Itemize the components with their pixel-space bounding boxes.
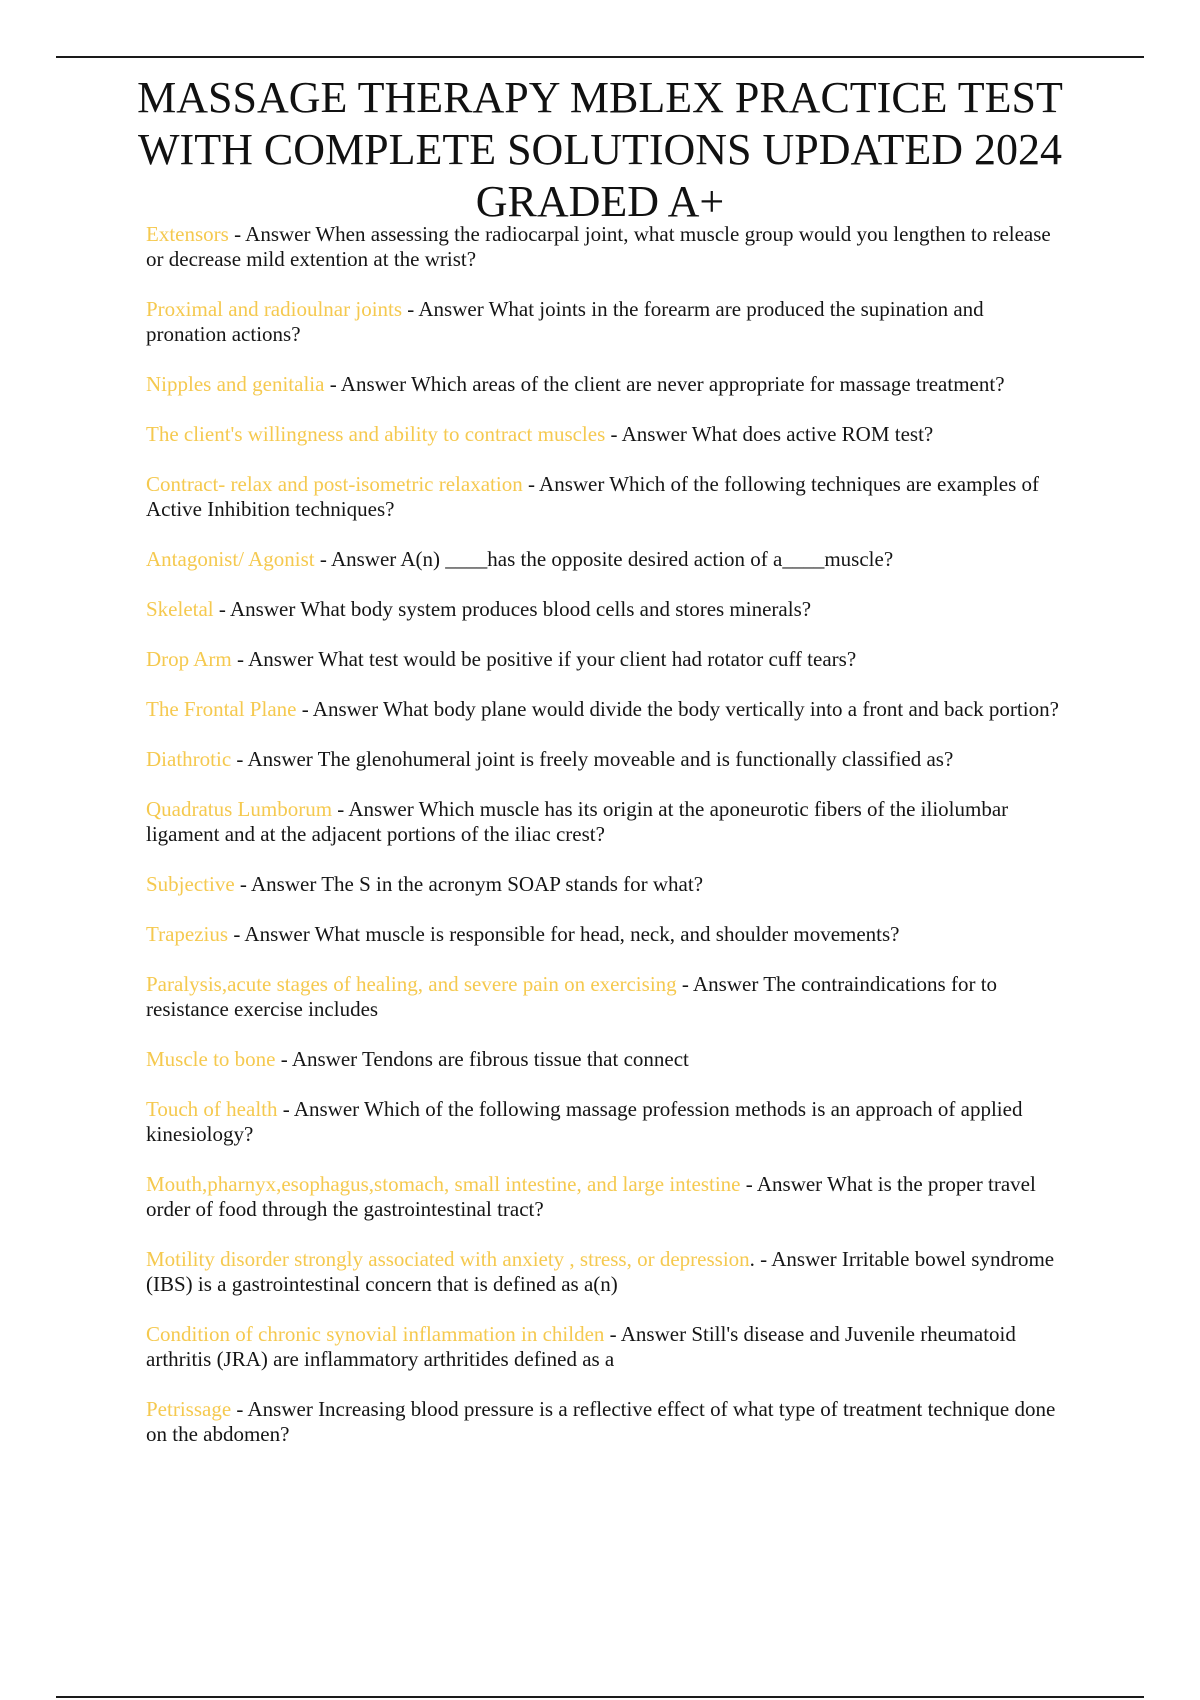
qa-item [146,872,1066,897]
qa-item [146,547,1066,572]
answer-text: Nipples and genitalia [146,372,325,396]
qa-item [146,222,1066,272]
question-text: What joints in the forearm are produced the supination and pronation actions? [146,297,984,346]
answer-separator: - Answer [324,372,411,396]
answer-text: Paralysis,acute stages of healing, and severe pain on exercising [146,972,677,996]
qa-item [146,372,1066,397]
answer-separator: - Answer [213,597,301,621]
qa-item [146,972,1066,1022]
question-text: Which of the following techniques are examples of Active Inhibition techniques? [146,472,1040,521]
question-text: What body plane would divide the body vertically into a front and back portion? [383,697,1059,721]
qa-item [146,1322,1066,1372]
qa-item [146,1047,1066,1072]
answer-text: Trapezius [146,922,229,946]
question-text: The glenohumeral joint is freely moveable and is functionally classified as? [317,747,954,771]
qa-item [146,747,1066,772]
question-text: Still's disease and Juvenile rheumatoid arthritis (JRA) are inflammatory arthritides defined as a [146,1322,1016,1371]
answer-text: Motility disorder strongly associated with anxiety , stress, or depression [146,1247,750,1271]
question-text: Which areas of the client are never appropriate for massage treatment? [410,372,1005,396]
answer-separator: - Answer [231,747,318,771]
answer-separator: - Answer [740,1172,828,1196]
answer-separator: - Answer [296,697,383,721]
answer-separator: - Answer [234,872,322,896]
qa-item [146,1247,1066,1297]
qa-item [146,422,1066,447]
question-text: What is the proper travel order of food through the gastrointestinal tract? [146,1172,1036,1221]
question-text: What does active ROM test? [691,422,934,446]
qa-item [146,922,1066,947]
qa-item [146,297,1066,347]
qa-item [146,797,1066,847]
answer-text: Contract- relax and post-isometric relaxation [146,472,523,496]
answer-text: Antagonist/ Agonist [146,547,315,571]
answer-text: Mouth,pharnyx,esophagus,stomach, small intestine, and large intestine [146,1172,741,1196]
question-text: What muscle is responsible for head, neck, and shoulder movements? [314,922,900,946]
question-text: Which of the following massage profession methods is an approach of applied kinesiology? [146,1097,1023,1146]
question-text: The contraindications for to resistance exercise includes [146,972,998,1021]
answer-separator: - Answer [228,222,316,246]
answer-separator: - Answer [231,647,319,671]
answer-separator: - Answer [676,972,764,996]
qa-item [146,1097,1066,1147]
answer-separator: - Answer [332,797,419,821]
page-title: MASSAGE THERAPY MBLEX PRACTICE TEST WITH COMPLETE SOLUTIONS UPDATED 2024 GRADED A+ [137,73,1063,226]
qa-item [146,697,1066,722]
answer-text: The client's willingness and ability to contract muscles [146,422,606,446]
qa-item [146,1172,1066,1222]
answer-text: Extensors [146,222,229,246]
answer-text: Quadratus Lumborum [146,797,333,821]
question-text: Irritable bowel syndrome (IBS) is a gastrointestinal concern that is defined as a(n) [146,1247,1055,1296]
question-text: A(n) ____has the opposite desired action of a____muscle? [400,547,894,571]
answer-text: The Frontal Plane [146,697,297,721]
answer-text: Proximal and radioulnar joints [146,297,403,321]
answer-separator: - Answer [605,422,692,446]
question-text: Which muscle has its origin at the aponeurotic fibers of the iliolumbar ligament and at the adjacent portions of the iliac crest? [146,797,1009,846]
bottom-rule [56,1696,1144,1698]
answer-separator: - Answer [228,922,315,946]
qa-item [146,647,1066,672]
answer-separator: - Answer [314,547,401,571]
answer-text: Skeletal [146,597,214,621]
qa-item [146,472,1066,522]
question-text: When assessing the radiocarpal joint, what muscle group would you lengthen to release or decrease mild extention at the wrist? [146,222,1051,271]
question-text: What test would be positive if your client had rotator cuff tears? [318,647,857,671]
answer-separator: - Answer [402,297,489,321]
answer-separator: - Answer [604,1322,692,1346]
answer-text: Subjective [146,872,235,896]
question-text: Tendons are fibrous tissue that connect [362,1047,689,1071]
question-text: What body system produces blood cells and stores minerals? [300,597,812,621]
question-text: Increasing blood pressure is a reflective effect of what type of treatment technique done on the abdomen? [146,1397,1056,1446]
answer-separator: - Answer [522,472,610,496]
answer-text: Condition of chronic synovial inflammation in childen [146,1322,605,1346]
answer-separator: . - Answer [749,1247,842,1271]
answer-text: Diathrotic [146,747,232,771]
answer-separator: - Answer [275,1047,363,1071]
answer-separator: - Answer [231,1397,319,1421]
qa-list [146,222,1066,1472]
qa-item [146,597,1066,622]
answer-text: Touch of health [146,1097,278,1121]
answer-text: Muscle to bone [146,1047,276,1071]
answer-separator: - Answer [277,1097,365,1121]
top-rule [56,56,1144,58]
answer-text: Petrissage [146,1397,232,1421]
answer-text: Drop Arm [146,647,232,671]
question-text: The S in the acronym SOAP stands for what? [321,872,704,896]
qa-item [146,1397,1066,1447]
